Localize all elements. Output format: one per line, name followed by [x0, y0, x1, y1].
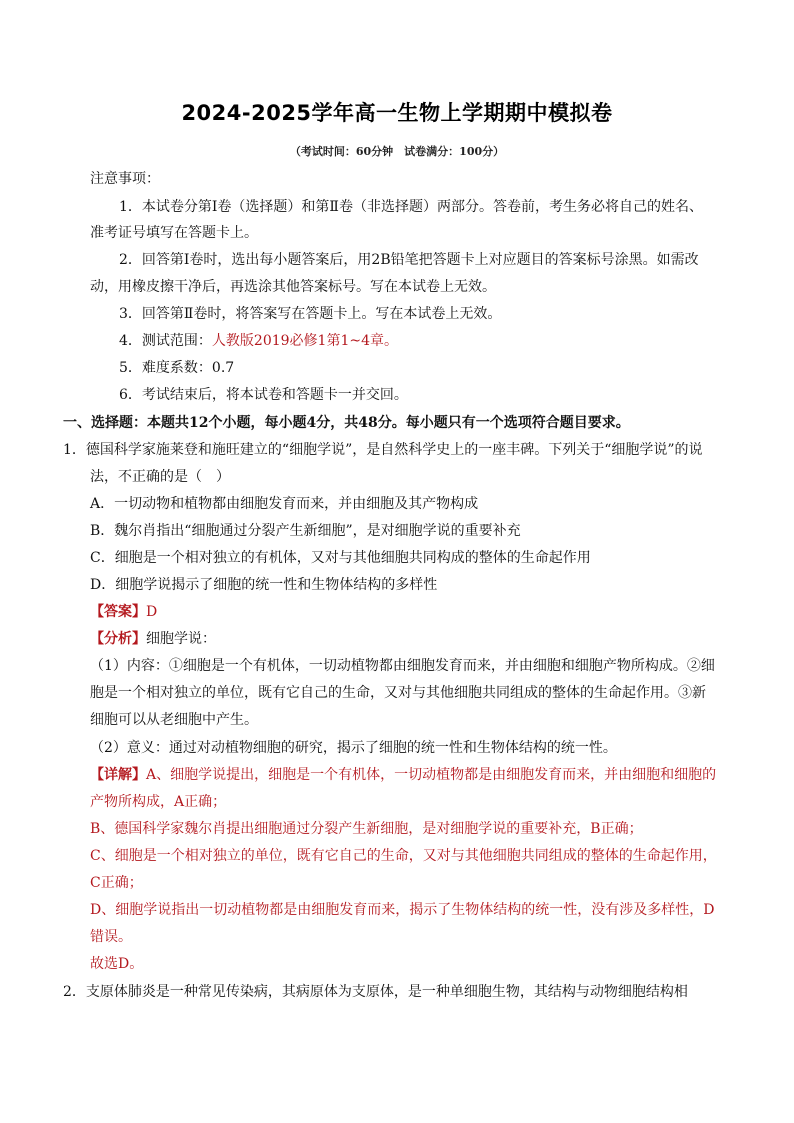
q1-answer: [90, 602, 157, 622]
notice-item-5: 5．难度系数：0.7: [119, 360, 235, 376]
q1-analysis-content-line-1: （1）内容：①细胞是一个有机体，一切动植物都由细胞发育而来，并由细胞和细胞产物所构成。②细: [90, 658, 715, 674]
notice-item-4: [119, 331, 398, 351]
q1-option-b: B．魏尔肖指出“细胞通过分裂产生新细胞”，是对细胞学说的重要补充: [90, 523, 521, 539]
q1-detail-a-line-1: [90, 765, 716, 785]
page-title: 2024-2025学年高一生物上学期期中模拟卷: [181, 101, 613, 125]
q1-detail-d-line-1: D、细胞学说指出一切动植物都是由细胞发育而来，揭示了生物体结构的统一性，没有涉及多样性，D: [90, 902, 715, 918]
q1-stem-line-2: 法，不正确的是（ ）: [90, 469, 230, 485]
notice-item-6: 6．考试结束后，将本试卷和答题卡一并交回。: [119, 387, 408, 403]
q1-option-d: D．细胞学说揭示了细胞的统一性和生物体结构的多样性: [90, 577, 438, 593]
q1-analysis: [90, 629, 216, 649]
notice-item-4-label: 4．测试范围：: [119, 333, 212, 349]
q1-analysis-content-line-3: 细胞可以从老细胞中产生。: [90, 712, 258, 728]
q1-option-c: C．细胞是一个相对独立的有机体，又对与其他细胞共同构成的整体的生命起作用: [90, 550, 591, 566]
analysis-text: 细胞学说：: [146, 631, 216, 647]
exam-info: （考试时间：60分钟 试卷满分：100分）: [289, 145, 505, 158]
analysis-label: 【分析】: [90, 631, 146, 647]
notice-item-1-line-2: 准考证号填写在答题卡上。: [90, 225, 258, 241]
q1-stem-line-1: 1．德国科学家施莱登和施旺建立的“细胞学说”，是自然科学史上的一座丰碑。下列关于“细胞学说”的说: [63, 442, 703, 458]
q1-detail-b: B、德国科学家魏尔肖提出细胞通过分裂产生新细胞，是对细胞学说的重要补充，B正确；: [90, 821, 643, 837]
notice-item-1-line-1: 1．本试卷分第Ⅰ卷（选择题）和第Ⅱ卷（非选择题）两部分。答卷前，考生务必将自己的姓名、: [119, 199, 703, 215]
answer-label: 【答案】: [90, 604, 146, 620]
section-heading: 一、选择题：本题共12个小题，每小题4分，共48分。每小题只有一个选项符合题目要求。: [63, 415, 630, 431]
notice-item-2-line-1: 2．回答第Ⅰ卷时，选出每小题答案后，用2B铅笔把答题卡上对应题目的答案标号涂黑。如需改: [119, 252, 699, 268]
notice-heading: 注意事项：: [90, 171, 160, 187]
q1-conclusion: 故选D。: [90, 956, 144, 972]
q1-analysis-content-line-2: 胞是一个相对独立的单位，既有它自己的生命，又对与其他细胞共同组成的整体的生命起作用。③新: [90, 685, 706, 701]
notice-item-3: 3．回答第Ⅱ卷时，将答案写在答题卡上。写在本试卷上无效。: [119, 306, 502, 322]
detail-a-text: A、细胞学说提出，细胞是一个有机体，一切动植物都是由细胞发育而来，并由细胞和细胞的: [146, 767, 717, 783]
detail-label: 【详解】: [90, 767, 146, 783]
notice-item-4-scope: 人教版2019必修1第1~4章。: [211, 333, 399, 349]
q1-detail-c-line-1: C、细胞是一个相对独立的单位，既有它自己的生命，又对与其他细胞共同组成的整体的生命起作用，: [90, 848, 717, 864]
notice-item-2-line-2: 动，用橡皮擦干净后，再选涂其他答案标号。写在本试卷上无效。: [90, 279, 496, 295]
q1-analysis-meaning: （2）意义：通过对动植物细胞的研究，揭示了细胞的统一性和生物体结构的统一性。: [90, 740, 617, 756]
q1-detail-c-line-2: C正确；: [90, 875, 143, 891]
q1-detail-d-line-2: 错误。: [90, 929, 132, 945]
answer-value: D: [146, 604, 158, 620]
q1-option-a: A．一切动物和植物都由细胞发育而来，并由细胞及其产物构成: [90, 496, 479, 512]
q1-detail-a-line-2: 产物所构成，A正确；: [90, 794, 227, 810]
q2-stem-line-1: 2．支原体肺炎是一种常见传染病，其病原体为支原体，是一种单细胞生物，其结构与动物细胞结构相: [63, 984, 688, 1000]
